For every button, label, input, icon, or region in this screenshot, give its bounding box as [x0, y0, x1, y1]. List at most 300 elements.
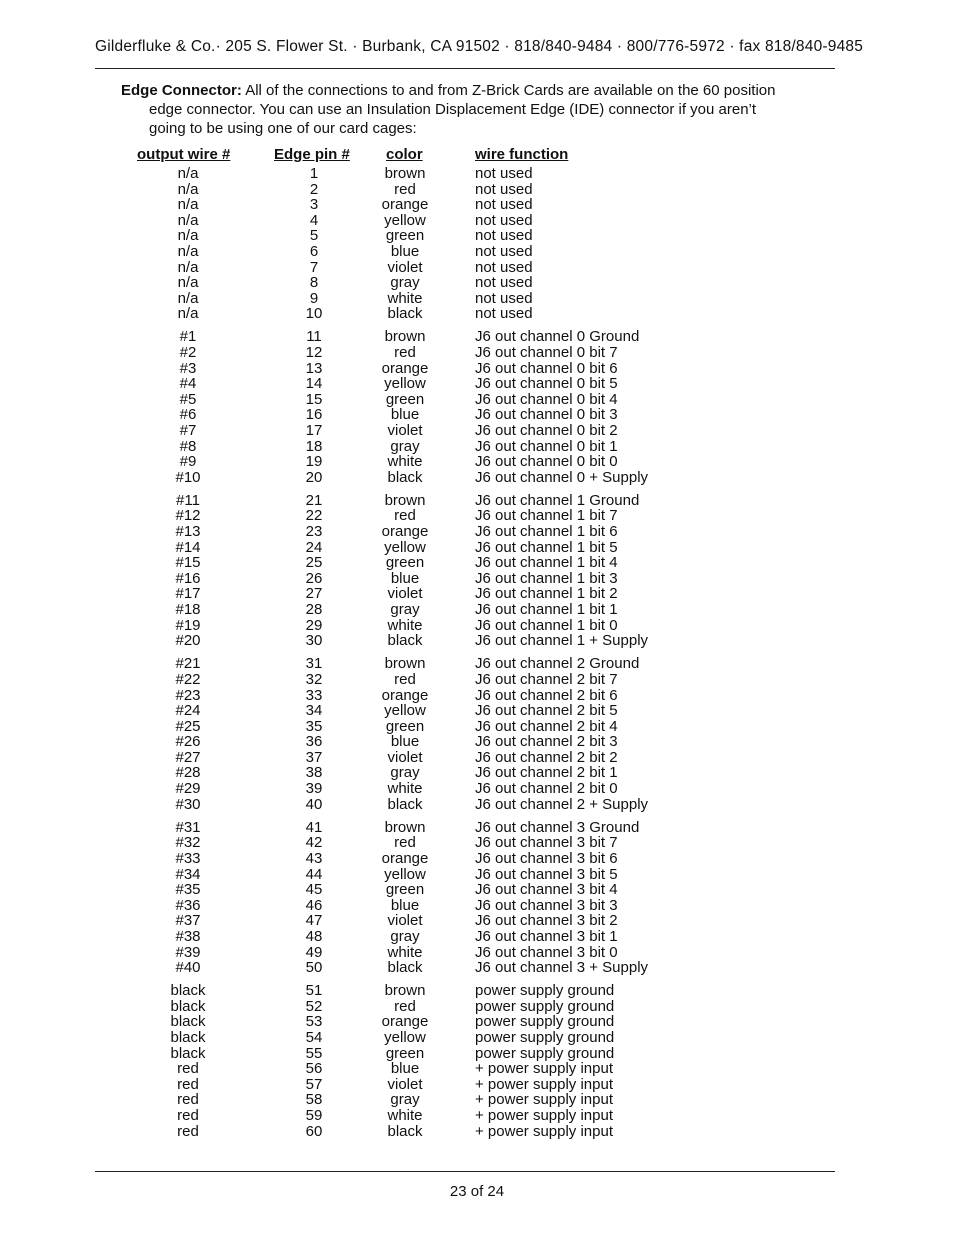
output-wire-cell: #1	[179, 328, 197, 346]
wire-function-cell: J6 out channel 1 bit 0	[475, 616, 618, 634]
wire-function-cell: J6 out channel 3 bit 1	[475, 927, 618, 945]
color-cell: violet	[387, 422, 423, 439]
color-cell: black	[387, 305, 423, 323]
output-wire-cell: red	[177, 1091, 199, 1109]
wire-function-cell: J6 out channel 2 + Supply	[475, 795, 649, 813]
color-cell: white	[387, 616, 423, 634]
color-cell: white	[387, 780, 423, 798]
table-row	[0, 454, 954, 470]
wire-function-cell: J6 out channel 2 Ground	[475, 655, 640, 673]
table-row	[0, 983, 954, 999]
output-wire-cell: black	[170, 997, 206, 1015]
edge-pin-cell: 58	[305, 1091, 323, 1109]
table-row	[0, 555, 954, 571]
wire-function-cell: J6 out channel 1 Ground	[475, 491, 640, 509]
edge-pin-cell: 12	[305, 344, 323, 362]
color-cell: gray	[390, 601, 420, 619]
wire-function-cell: not used	[475, 242, 533, 260]
table-row	[0, 1108, 954, 1124]
color-cell: black	[387, 632, 423, 650]
wire-function-cell: J6 out channel 3 bit 4	[475, 881, 618, 899]
edge-pin-cell: 26	[305, 569, 323, 587]
output-wire-cell: #18	[175, 601, 201, 619]
wire-function-cell: + power supply input	[475, 1106, 614, 1124]
color-cell: orange	[381, 359, 429, 377]
output-wire-cell: black	[170, 1028, 206, 1046]
intro-line-3: going to be using one of our card cages:	[149, 120, 417, 137]
color-cell: black	[387, 795, 423, 813]
header-wire-function: wire function	[475, 146, 569, 163]
edge-pin-cell: 32	[305, 670, 323, 688]
color-cell: yellow	[384, 1028, 426, 1046]
table-row	[0, 719, 954, 735]
wire-function-cell: J6 out channel 0 bit 5	[475, 375, 618, 393]
output-wire-cell: #13	[175, 523, 201, 541]
table-row	[0, 166, 954, 182]
color-cell: red	[394, 344, 416, 362]
output-wire-cell: n/a	[177, 180, 199, 198]
output-wire-cell: #3	[179, 359, 197, 377]
table-row	[0, 929, 954, 945]
color-cell: red	[394, 507, 416, 525]
wire-function-cell: J6 out channel 3 bit 2	[475, 912, 618, 930]
table-row	[0, 1092, 954, 1108]
edge-pin-cell: 35	[305, 717, 323, 735]
edge-pin-cell: 1	[309, 165, 319, 182]
wire-function-cell: J6 out channel 2 bit 4	[475, 717, 618, 735]
color-cell: violet	[387, 748, 423, 766]
color-cell: yellow	[384, 211, 426, 229]
output-wire-cell: #34	[175, 865, 201, 883]
color-cell: red	[394, 180, 416, 198]
color-cell: orange	[381, 849, 429, 867]
wire-function-cell: + power supply input	[475, 1122, 614, 1140]
table-row	[0, 1030, 954, 1046]
table-row	[0, 1061, 954, 1077]
output-wire-cell: #38	[175, 927, 201, 945]
wire-function-cell: J6 out channel 3 + Supply	[475, 959, 649, 977]
edge-pin-cell: 45	[305, 881, 323, 899]
table-row	[0, 633, 954, 649]
output-wire-cell: #25	[175, 717, 201, 735]
table-row	[0, 439, 954, 455]
table-row	[0, 734, 954, 750]
row-group	[0, 329, 954, 485]
color-cell: violet	[387, 1075, 423, 1093]
table-row	[0, 703, 954, 719]
edge-pin-cell: 18	[305, 437, 323, 455]
output-wire-cell: n/a	[177, 274, 199, 292]
edge-pin-cell: 40	[305, 795, 323, 813]
output-wire-cell: #8	[179, 437, 197, 455]
wire-function-cell: not used	[475, 274, 533, 292]
table-row	[0, 275, 954, 291]
edge-pin-cell: 52	[305, 997, 323, 1015]
wire-function-cell: not used	[475, 305, 533, 323]
wire-function-cell: J6 out channel 0 bit 6	[475, 359, 618, 377]
edge-pin-cell: 57	[305, 1075, 323, 1093]
color-cell: brown	[384, 491, 426, 509]
color-cell: violet	[387, 912, 423, 930]
output-wire-cell: n/a	[177, 305, 199, 323]
color-cell: gray	[390, 1091, 420, 1109]
edge-pin-cell: 15	[305, 390, 323, 408]
color-cell: brown	[384, 982, 426, 1000]
output-wire-cell: #9	[179, 453, 197, 471]
output-wire-cell: #29	[175, 780, 201, 798]
color-cell: violet	[387, 258, 423, 276]
edge-pin-cell: 43	[305, 849, 323, 867]
edge-pin-cell: 51	[305, 982, 323, 1000]
table-row	[0, 945, 954, 961]
color-cell: brown	[384, 328, 426, 346]
edge-pin-cell: 50	[305, 959, 323, 977]
table-row	[0, 851, 954, 867]
output-wire-cell: #4	[179, 375, 197, 393]
edge-pin-cell: 7	[309, 258, 319, 276]
output-wire-cell: red	[177, 1122, 199, 1140]
edge-pin-cell: 30	[305, 632, 323, 650]
edge-pin-cell: 47	[305, 912, 323, 930]
table-row	[0, 376, 954, 392]
output-wire-cell: #17	[175, 585, 201, 603]
wire-function-cell: J6 out channel 1 bit 6	[475, 523, 618, 541]
table-row	[0, 898, 954, 914]
color-cell: black	[387, 1122, 423, 1140]
edge-pin-cell: 3	[309, 196, 319, 214]
edge-pin-cell: 41	[305, 818, 323, 836]
edge-pin-cell: 33	[305, 686, 323, 704]
wire-function-cell: not used	[475, 211, 533, 229]
page-number: 23 of 24	[449, 1183, 505, 1200]
output-wire-cell: #30	[175, 795, 201, 813]
output-wire-cell: #5	[179, 390, 197, 408]
color-cell: black	[387, 468, 423, 486]
edge-pin-cell: 44	[305, 865, 323, 883]
table-row	[0, 493, 954, 509]
edge-pin-cell: 16	[305, 406, 323, 424]
color-cell: blue	[390, 406, 420, 424]
table-row	[0, 797, 954, 813]
edge-pin-cell: 49	[305, 943, 323, 961]
color-cell: blue	[390, 1060, 420, 1078]
color-cell: white	[387, 1106, 423, 1124]
wire-function-cell: J6 out channel 3 bit 5	[475, 865, 618, 883]
table-row	[0, 820, 954, 836]
company-name: Gilderfluke & Co.	[95, 38, 216, 55]
table-row	[0, 244, 954, 260]
output-wire-cell: red	[177, 1106, 199, 1124]
wire-function-cell: J6 out channel 3 bit 3	[475, 896, 618, 914]
edge-pin-cell: 59	[305, 1106, 323, 1124]
table-row	[0, 213, 954, 229]
edge-pin-cell: 60	[305, 1122, 323, 1140]
output-wire-cell: n/a	[177, 289, 199, 307]
header-output-wire: output wire #	[137, 146, 231, 163]
edge-pin-cell: 14	[305, 375, 323, 393]
color-cell: brown	[384, 818, 426, 836]
wire-function-cell: J6 out channel 0 bit 7	[475, 344, 618, 362]
output-wire-cell: #14	[175, 538, 201, 556]
wire-function-cell: J6 out channel 1 bit 1	[475, 601, 618, 619]
output-wire-cell: black	[170, 1044, 206, 1062]
table-row	[0, 602, 954, 618]
color-cell: gray	[390, 764, 420, 782]
color-cell: red	[394, 670, 416, 688]
edge-pin-cell: 36	[305, 733, 323, 751]
wire-function-cell: J6 out channel 2 bit 0	[475, 780, 618, 798]
table-row	[0, 197, 954, 213]
wire-function-cell: J6 out channel 1 bit 3	[475, 569, 618, 587]
edge-pin-cell: 56	[305, 1060, 323, 1078]
table-row	[0, 672, 954, 688]
section-label: Edge Connector:	[121, 82, 242, 99]
edge-pin-cell: 13	[305, 359, 323, 377]
table-row	[0, 228, 954, 244]
edge-pin-cell: 39	[305, 780, 323, 798]
table-row	[0, 960, 954, 976]
table-row	[0, 1014, 954, 1030]
output-wire-cell: #24	[175, 702, 201, 720]
edge-pin-cell: 42	[305, 834, 323, 852]
color-cell: gray	[390, 274, 420, 292]
edge-pin-cell: 9	[309, 289, 319, 307]
intro-paragraph	[121, 81, 825, 138]
wire-function-cell: J6 out channel 1 bit 2	[475, 585, 618, 603]
wire-function-cell: J6 out channel 0 bit 4	[475, 390, 618, 408]
output-wire-cell: black	[170, 1013, 206, 1031]
wire-function-cell: J6 out channel 2 bit 5	[475, 702, 618, 720]
color-cell: green	[385, 1044, 425, 1062]
table-row	[0, 182, 954, 198]
edge-pin-cell: 55	[305, 1044, 323, 1062]
output-wire-cell: n/a	[177, 211, 199, 229]
wire-function-cell: J6 out channel 1 bit 4	[475, 554, 618, 572]
edge-pin-cell: 54	[305, 1028, 323, 1046]
output-wire-cell: #31	[175, 818, 201, 836]
color-cell: blue	[390, 242, 420, 260]
output-wire-cell: #7	[179, 422, 197, 439]
output-wire-cell: #39	[175, 943, 201, 961]
wire-function-cell: J6 out channel 2 bit 7	[475, 670, 618, 688]
color-cell: brown	[384, 165, 426, 182]
color-cell: yellow	[384, 375, 426, 393]
header-divider	[95, 68, 835, 69]
output-wire-cell: red	[177, 1060, 199, 1078]
wire-function-cell: power supply ground	[475, 982, 615, 1000]
table-row	[0, 1046, 954, 1062]
output-wire-cell: #37	[175, 912, 201, 930]
row-group	[0, 656, 954, 812]
company-address: · 205 S. Flower St. · Burbank, CA 91502 · 818/840-9484 · 800/776-5972 · fax 818/840-9485	[215, 38, 864, 55]
edge-pin-cell: 6	[309, 242, 319, 260]
output-wire-cell: #36	[175, 896, 201, 914]
edge-pin-cell: 27	[305, 585, 323, 603]
color-cell: violet	[387, 585, 423, 603]
color-cell: yellow	[384, 865, 426, 883]
row-group	[0, 166, 954, 322]
output-wire-cell: red	[177, 1075, 199, 1093]
table-row	[0, 392, 954, 408]
header-edge-pin: Edge pin #	[274, 146, 350, 163]
edge-pin-cell: 10	[305, 305, 323, 323]
wire-function-cell: power supply ground	[475, 1044, 615, 1062]
output-wire-cell: n/a	[177, 165, 199, 182]
color-cell: black	[387, 959, 423, 977]
table-row	[0, 765, 954, 781]
color-cell: orange	[381, 196, 429, 214]
table-row	[0, 781, 954, 797]
table-row	[0, 508, 954, 524]
color-cell: green	[385, 881, 425, 899]
wire-function-cell: J6 out channel 3 bit 7	[475, 834, 618, 852]
row-group	[0, 983, 954, 1139]
output-wire-cell: #6	[179, 406, 197, 424]
output-wire-cell: n/a	[177, 258, 199, 276]
output-wire-cell: n/a	[177, 242, 199, 260]
table-row	[0, 882, 954, 898]
wire-function-cell: J6 out channel 0 Ground	[475, 328, 640, 346]
edge-pin-cell: 38	[305, 764, 323, 782]
color-cell: white	[387, 943, 423, 961]
table-row	[0, 867, 954, 883]
edge-pin-cell: 4	[309, 211, 319, 229]
row-group	[0, 820, 954, 976]
edge-pin-cell: 37	[305, 748, 323, 766]
wire-function-cell: J6 out channel 1 bit 5	[475, 538, 618, 556]
output-wire-cell: #40	[175, 959, 201, 977]
table-row	[0, 345, 954, 361]
color-cell: white	[387, 453, 423, 471]
output-wire-cell: n/a	[177, 196, 199, 214]
table-row	[0, 361, 954, 377]
wire-function-cell: J6 out channel 0 bit 1	[475, 437, 618, 455]
wire-function-cell: J6 out channel 0 bit 0	[475, 453, 618, 471]
edge-pin-cell: 20	[305, 468, 323, 486]
wire-function-cell: not used	[475, 258, 533, 276]
table-row	[0, 260, 954, 276]
table-row	[0, 688, 954, 704]
color-cell: brown	[384, 655, 426, 673]
color-cell: blue	[390, 569, 420, 587]
output-wire-cell: n/a	[177, 227, 199, 245]
table-row	[0, 571, 954, 587]
table-row	[0, 407, 954, 423]
color-cell: yellow	[384, 538, 426, 556]
edge-pin-cell: 46	[305, 896, 323, 914]
header-color: color	[386, 146, 423, 163]
footer-divider	[95, 1171, 835, 1172]
color-cell: gray	[390, 437, 420, 455]
edge-pin-cell: 48	[305, 927, 323, 945]
color-cell: blue	[390, 896, 420, 914]
output-wire-cell: #23	[175, 686, 201, 704]
edge-pin-cell: 53	[305, 1013, 323, 1031]
output-wire-cell: #26	[175, 733, 201, 751]
table-row	[0, 913, 954, 929]
wire-function-cell: not used	[475, 180, 533, 198]
output-wire-cell: #20	[175, 632, 201, 650]
edge-pin-cell: 22	[305, 507, 323, 525]
output-wire-cell: #19	[175, 616, 201, 634]
wire-function-cell: + power supply input	[475, 1091, 614, 1109]
wire-function-cell: not used	[475, 289, 533, 307]
table-row	[0, 306, 954, 322]
table-row	[0, 524, 954, 540]
wire-function-cell: not used	[475, 227, 533, 245]
table-row	[0, 750, 954, 766]
edge-pin-cell: 5	[309, 227, 319, 245]
edge-pin-cell: 8	[309, 274, 319, 292]
output-wire-cell: #32	[175, 834, 201, 852]
output-wire-cell: black	[170, 982, 206, 1000]
edge-pin-cell: 17	[305, 422, 323, 439]
wire-function-cell: J6 out channel 3 Ground	[475, 818, 640, 836]
table-row	[0, 423, 954, 439]
table-row	[0, 470, 954, 486]
wire-function-cell: J6 out channel 0 + Supply	[475, 468, 649, 486]
wire-function-cell: power supply ground	[475, 997, 615, 1015]
color-cell: white	[387, 289, 423, 307]
output-wire-cell: #27	[175, 748, 201, 766]
output-wire-cell: #15	[175, 554, 201, 572]
color-cell: gray	[390, 927, 420, 945]
wire-function-cell: J6 out channel 1 + Supply	[475, 632, 649, 650]
edge-pin-cell: 29	[305, 616, 323, 634]
color-cell: green	[385, 554, 425, 572]
color-cell: orange	[381, 523, 429, 541]
output-wire-cell: #21	[175, 655, 201, 673]
wire-function-cell: J6 out channel 2 bit 6	[475, 686, 618, 704]
table-row	[0, 835, 954, 851]
color-cell: green	[385, 390, 425, 408]
color-cell: green	[385, 227, 425, 245]
table-row	[0, 656, 954, 672]
wire-function-cell: J6 out channel 1 bit 7	[475, 507, 618, 525]
edge-pin-cell: 19	[305, 453, 323, 471]
table-row	[0, 586, 954, 602]
row-group	[0, 493, 954, 649]
wire-function-cell: power supply ground	[475, 1028, 615, 1046]
table-row	[0, 329, 954, 345]
table-row	[0, 291, 954, 307]
connector-table	[0, 166, 954, 1147]
table-row	[0, 540, 954, 556]
edge-pin-cell: 2	[309, 180, 319, 198]
intro-line-2: edge connector. You can use an Insulation Displacement Edge (IDE) connector if you aren’t	[149, 101, 757, 118]
table-row	[0, 1077, 954, 1093]
output-wire-cell: #28	[175, 764, 201, 782]
output-wire-cell: #35	[175, 881, 201, 899]
wire-function-cell: J6 out channel 3 bit 6	[475, 849, 618, 867]
edge-pin-cell: 28	[305, 601, 323, 619]
color-cell: red	[394, 834, 416, 852]
output-wire-cell: #11	[176, 491, 200, 509]
output-wire-cell: #22	[175, 670, 201, 688]
wire-function-cell: J6 out channel 0 bit 2	[475, 422, 618, 439]
edge-pin-cell: 31	[305, 655, 323, 673]
edge-pin-cell: 24	[305, 538, 323, 556]
output-wire-cell: #16	[175, 569, 201, 587]
edge-pin-cell: 21	[305, 491, 323, 509]
edge-pin-cell: 34	[305, 702, 323, 720]
color-cell: yellow	[384, 702, 426, 720]
output-wire-cell: #2	[179, 344, 197, 362]
output-wire-cell: #33	[175, 849, 201, 867]
wire-function-cell: J6 out channel 2 bit 1	[475, 764, 618, 782]
wire-function-cell: J6 out channel 0 bit 3	[475, 406, 618, 424]
wire-function-cell: J6 out channel 3 bit 0	[475, 943, 618, 961]
